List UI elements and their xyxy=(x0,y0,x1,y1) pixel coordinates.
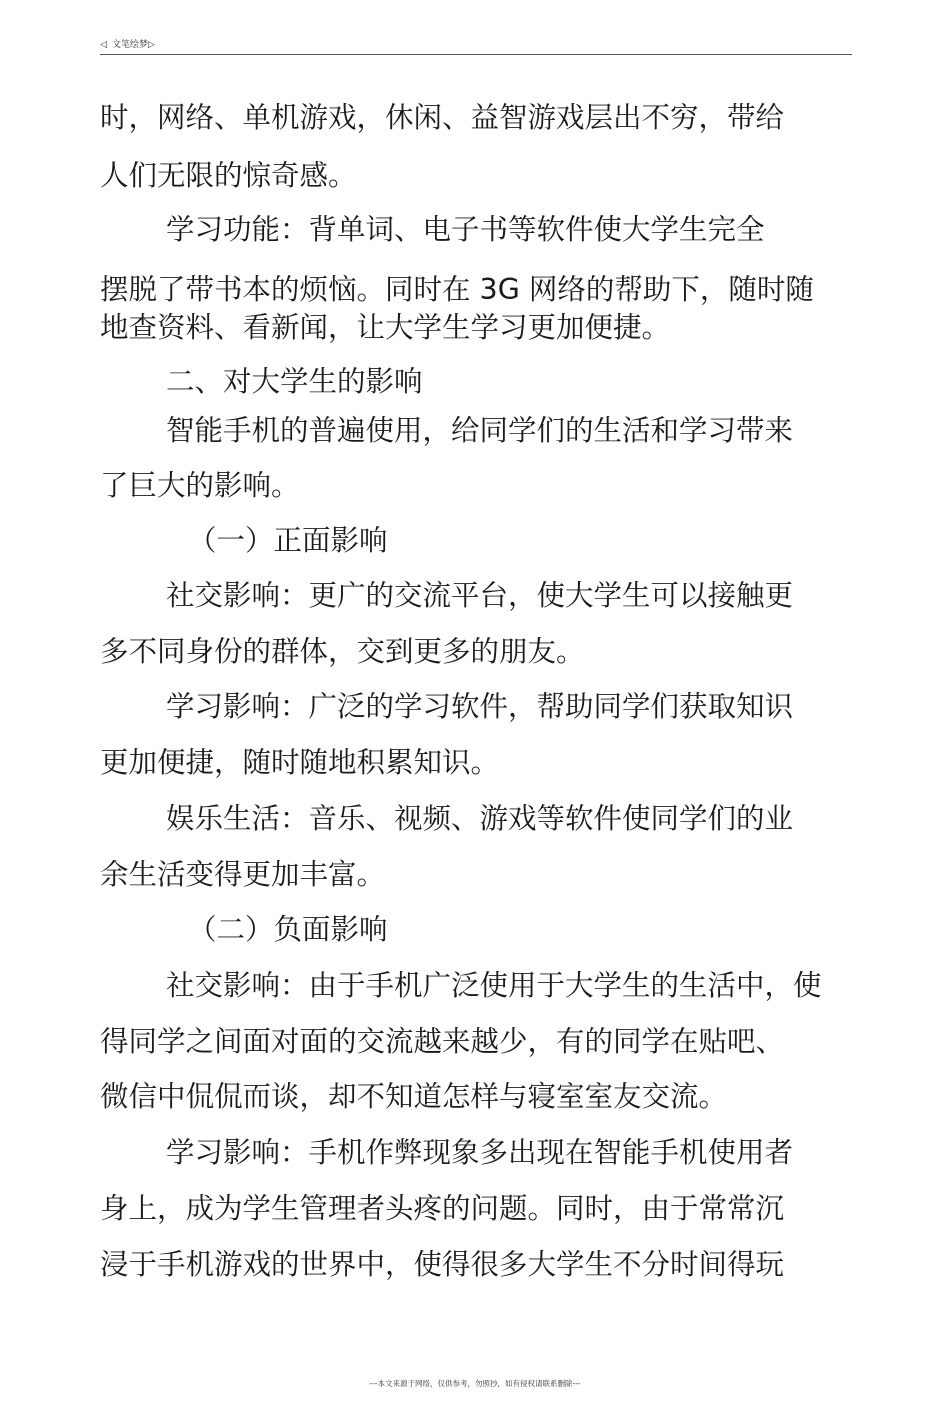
paragraph-line: 学习影响：手机作弊现象多出现在智能手机使用者 xyxy=(166,1136,794,1169)
paragraph-line: 学习影响：广泛的学习软件，帮助同学们获取知识 xyxy=(166,690,794,723)
text-line: 地查资料、看新闻，让大学生学习更加便捷。 xyxy=(100,311,671,344)
paragraph-line: 社交影响：更广的交流平台，使大学生可以接触更 xyxy=(166,579,794,612)
paragraph-line: 智能手机的普遍使用，给同学们的生活和学习带来 xyxy=(166,414,794,447)
text-line: 浸于手机游戏的世界中，使得很多大学生不分时间得玩 xyxy=(100,1248,785,1281)
header-title: 文笔绘梦 xyxy=(112,40,149,50)
paragraph-line: 娱乐生活：音乐、视频、游戏等软件使同学们的业 xyxy=(166,802,794,835)
text-line: 人们无限的惊奇感。 xyxy=(100,159,357,192)
text-line: 了巨大的影响。 xyxy=(100,469,300,502)
left-arrow-icon: ◁ xyxy=(100,40,107,50)
right-arrow-icon: ▷ xyxy=(148,40,155,50)
text-line: 多不同身份的群体，交到更多的朋友。 xyxy=(100,635,585,668)
paragraph-line: 学习功能：背单词、电子书等软件使大学生完全 xyxy=(166,213,765,246)
footer-disclaimer: ---本文来源于网络，仅供参考，勿照抄，如有侵权请联系删除--- xyxy=(369,1379,581,1388)
page-header xyxy=(100,38,852,55)
text-line: 微信中侃侃而谈，却不知道怎样与寝室室友交流。 xyxy=(100,1080,728,1113)
paragraph-line: 社交影响：由于手机广泛使用于大学生的生活中，使 xyxy=(166,969,822,1002)
subsection-heading: （一）正面影响 xyxy=(188,524,388,557)
text-line: 更加便捷，随时随地积累知识。 xyxy=(100,746,500,779)
subsection-heading: （二）负面影响 xyxy=(188,913,388,946)
text-line: 时，网络、单机游戏，休闲、益智游戏层出不穷，带给 xyxy=(100,101,785,134)
text-line: 余生活变得更加丰富。 xyxy=(100,858,386,891)
text-line: 得同学之间面对面的交流越来越少，有的同学在贴吧、 xyxy=(100,1025,785,1058)
section-heading: 二、对大学生的影响 xyxy=(166,365,423,398)
text-line: 身上，成为学生管理者头疼的问题。同时，由于常常沉 xyxy=(100,1192,785,1225)
text-line: 摆脱了带书本的烦恼。同时在 3G 网络的帮助下，随时随 xyxy=(100,273,814,306)
